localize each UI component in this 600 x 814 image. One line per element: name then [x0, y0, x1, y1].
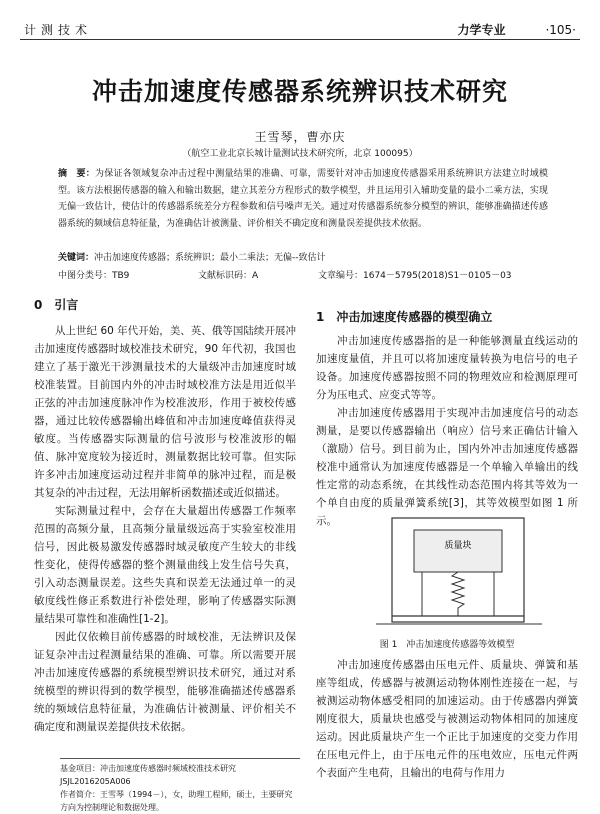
journal-name: 计测技术: [24, 22, 93, 37]
paragraph: 从上世纪 60 年代开始，美、英、俄等国陆续开展冲击加速度传感器时域校准技术研究，90 年代初，我国也建立了基于激光干涉测量技术的大量级冲击加速度时域校准装置。目前国内外的冲击时域校准方法是用近似半正弦的冲击加速度脉冲作为校准波形，作用于被校传感器，通过比较传感器输出峰值和冲击加速度峰值获得灵敏度。当传感器实际测量的信号波形与校准波形的幅值、脉冲宽度较为接近时，测量数据比较可靠。但实际许多冲击加速度运动过程并非简单的脉冲过程，而是极其复杂的冲击过程，无法用解析函数描述或近似描述。: [34, 325, 296, 499]
classification-row: [58, 268, 548, 281]
abstract-label: 摘 要：: [58, 169, 95, 179]
section-1-heading: 1 冲击加速度传感器的模型确立: [316, 310, 493, 324]
funding-note: 基金项目：冲击加速度传感器时频域校准技术研究 JSJL2016205A006: [60, 764, 236, 786]
paragraph: 因此仅依赖目前传感器的时域校准，无法辨识及保证复杂冲击过程测量结果的准确、可靠。所以需要开展冲击加速度传感器的系统模型辨识技术研究，通过对系统模型的辨识得到的数学模型，能够准确描述传感器系统的频域信息特征量，为准确估计被测量、评价相关不确定度和测量误差提供技术依据。: [34, 631, 296, 733]
clc-number: 中图分类号：TB9: [58, 271, 130, 281]
affiliation: （航空工业北京长城计量测试技术研究所，北京 100095）: [182, 149, 418, 159]
author-note: 作者简介：王雪琴（1994－），女，助理工程师，硕士，主要研究方向为控制理论和数据处理。: [60, 790, 293, 812]
header-rule: [20, 39, 580, 40]
mass-label: 质量块: [444, 541, 472, 551]
article-number: 文章编号：1674－5795(2018)S1－0105－03: [318, 271, 512, 281]
keywords-text: 冲击加速度传感器；系统辨识；最小二乘法；无偏--致估计: [94, 253, 326, 263]
spring: [452, 572, 464, 616]
abstract-text: 为保证各领域复杂冲击过程中测量结果的准确、可靠，需要针对冲击加速度传感器采用系统辨识方法建立时域模型。该方法根据传感器的输入和输出数据，建立其差分方程形式的数学模型，并且运用引入辅助变量的最小二乘方法，实现无偏一致估计，使估计的传感器系统差分方程参数和信号噪声无关。通过对传感器系统参分模型的辨识，能够准确描述传感器系统的频域信息特征量，为准确估计被测量、评价相关不确定度和测量误差提供技术依据。: [58, 169, 548, 229]
authors: 王雪琴，曹亦庆: [254, 130, 346, 144]
figure-caption: 图 1 冲击加速度传感器等效模型: [379, 640, 515, 650]
header-right: [457, 21, 576, 38]
column-name: 力学专业: [457, 22, 506, 37]
running-header: [24, 20, 576, 38]
right-column-top: [316, 332, 578, 530]
mass-block: [414, 530, 502, 572]
paper-title: 冲击加速度传感器系统辨识技术研究: [91, 77, 508, 106]
footnote-rule: [60, 758, 300, 759]
paragraph: 冲击加速度传感器指的是一种能够测量直线运动的加速度量值，并且可以将加速度量转换为电信号的电子设备。加速度传感器按照不同的物理效应和检测原理可分为压电式、应变式等等。: [316, 335, 578, 401]
keywords-label: 关键词：: [58, 253, 95, 263]
paragraph: 冲击加速度传感器用于实现冲击加速度信号的动态测量，是要以传感器输出（响应）信号来正确估计输入（激励）信号。到目前为止，国内外冲击加速度传感器校准中通常认为加速度传感器是一个单输入单输出的线性定常的动态系统，在其线性动态范围内将其等效为一个单自由度的质量弹簧系统[3]，其等效模型如图 1 所示。: [316, 407, 578, 527]
paragraph: 冲击加速度传感器由压电元件、质量块、弹簧和基座等组成，传感器与被测运动物体刚性连接在一起，与被测运动物体感受相同的加速运动。由于传感器内弹簧刚度很大，质量块也感受与被测运动物体相同的加速度运动。因此质量块产生一个正比于加速度的交变力作用在压电元件上，由于压电元件的压电效应，压电元件两个表面产生电荷，且输出的电荷与作用力: [316, 659, 578, 779]
paragraph: 实际测量过程中，会存在大量超出传感器工作频率范围的高频分量，且高频分量量级远高于实验室校准用信号，因此极易激发传感器时域灵敏度产生较大的非线性变化，使得传感器的整个测量曲线上发生信号失真，引入动态测量误差。这些失真和误差无法通过单一的灵敏度线性修正系数进行补偿处理，影响了传感器实际测量结果可靠性和准确性[1-2]。: [34, 505, 296, 625]
right-column-bottom: [316, 656, 578, 782]
keywords: [58, 250, 548, 263]
document-code: 文献标识码：A: [198, 271, 259, 281]
section-0-heading: 0 引言: [34, 298, 79, 312]
footnote: [60, 762, 300, 814]
abstract: [58, 166, 548, 232]
page-number: ·105·: [545, 22, 576, 37]
sensor-model-figure: [352, 512, 558, 630]
left-column: [34, 322, 296, 736]
